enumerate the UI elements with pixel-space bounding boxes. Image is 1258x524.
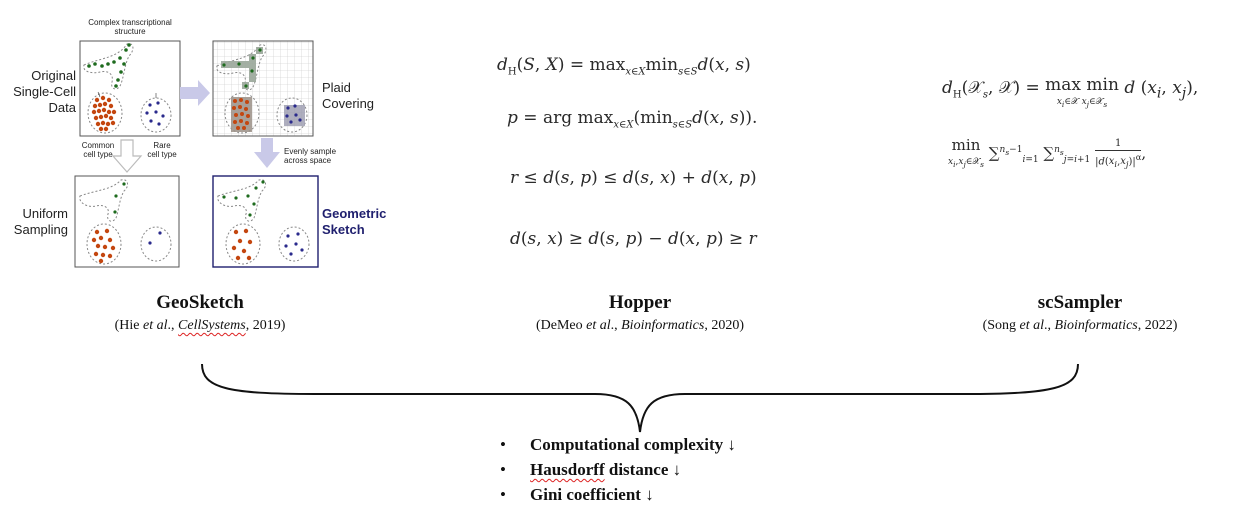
hopper-citation	[480, 318, 800, 334]
original-label-line3: Data	[48, 100, 76, 115]
geosketch-diagram	[0, 0, 420, 280]
common-label-line1: Common	[81, 141, 115, 150]
uniform-label-line1: Uniform	[22, 206, 68, 221]
hausdorff-rest: distance ↓	[604, 460, 682, 479]
scsampler-citation	[920, 318, 1240, 334]
original-label-line2: Single-Cell	[13, 84, 76, 99]
geosketch-cite-pre: (Hie	[114, 318, 144, 333]
scsampler-cite-journal: Bioinformatics	[1054, 318, 1138, 333]
geo-label-line2: Sketch	[322, 222, 365, 237]
geosketch-cite-journal: CellSystems	[178, 318, 246, 333]
plaid-label-line2: Covering	[322, 96, 375, 111]
scsampler-cite-sep: .,	[1044, 318, 1055, 333]
common-label-line2: cell type	[83, 150, 113, 159]
geosketch-cite-sep: .,	[167, 318, 179, 333]
hopper-cite-pre: (DeMeo	[535, 318, 587, 333]
scsampler-formula-hausdorff: $d_H(𝒳_s$, 𝒳) = max min $x_i\in 𝒳$ $x_j\in 𝒳_s$ d ($x_i$, $x_j$),	[942, 75, 1199, 109]
arrow-down-icon	[254, 138, 280, 168]
common-cell-type-label	[78, 141, 118, 159]
hopper-formula-hausdorff: $d_H(S$, $X) = \max_{x\in X}\min_{s\in S}d(x$, s)	[497, 55, 751, 78]
hopper-formula-triangle: r ≤ d(s, p) ≤ d(s, x) + d(x, p)	[510, 168, 757, 188]
bullet-computational-complexity: • Computational complexity ↓	[490, 432, 736, 457]
panel-geometric	[213, 176, 318, 267]
geometric-sketch-label	[322, 206, 402, 238]
hopper-cite-etal: et al	[586, 318, 611, 333]
criteria-list	[490, 432, 736, 507]
rare-label-line2: cell type	[147, 150, 177, 159]
arrow-right-icon	[180, 80, 210, 106]
evenly-label-line2: across space	[284, 156, 332, 165]
scsampler-cite-year: , 2022)	[1137, 318, 1178, 333]
evenly-sample-label	[284, 147, 354, 165]
original-label-line1: Original	[31, 68, 76, 83]
hopper-cite-sep: .,	[610, 318, 622, 333]
hopper-cite-year: , 2020)	[704, 318, 745, 333]
panel-uniform	[75, 176, 179, 267]
uniform-label-line2: Sampling	[13, 222, 68, 237]
geosketch-cite-year: , 2019)	[245, 318, 286, 333]
scsampler-cite-etal: et al	[1019, 318, 1045, 333]
hopper-formula-argmax: p = arg $\max_{x\in X}(\min_{s\in S}d(x$, s)).	[507, 108, 758, 131]
hopper-title: Hopper	[608, 292, 672, 313]
complex-label-line1: Complex transcriptional	[88, 18, 172, 27]
complex-label-line2: structure	[114, 27, 146, 36]
bullet-hausdorff-distance	[490, 457, 736, 482]
curly-brace	[195, 360, 1085, 436]
complex-structure-label	[70, 18, 190, 36]
rare-cell-type-label	[142, 141, 182, 159]
scsampler-formula-objective: min $x_i,x_j\in 𝒳_s$ ∑$^{n_s-1}_{i=1}$ ∑$^{n_s}_{j=i+1}$ $\frac{1}{|d(x_i,x_j)|^\alpha}$ ,	[948, 136, 1147, 170]
evenly-label-line1: Evenly sample	[284, 147, 337, 156]
hopper-cite-journal: Bioinformatics	[621, 318, 705, 333]
geosketch-citation	[40, 318, 360, 334]
hausdorff-word: Hausdorff	[530, 460, 605, 479]
rare-label-line1: Rare	[153, 141, 171, 150]
plaid-covering-label	[322, 80, 392, 112]
scsampler-cite-pre: (Song	[982, 318, 1020, 333]
geosketch-title: GeoSketch	[156, 292, 244, 313]
hopper-formula-reverse: d(s, x) ≥ d(s, p) − d(x, p) ≥ r	[510, 229, 757, 249]
geo-label-line1: Geometric	[322, 206, 387, 221]
uniform-sampling-label	[4, 206, 68, 238]
plaid-label-line1: Plaid	[322, 80, 351, 95]
original-data-label	[4, 68, 76, 116]
bullet-gini-coefficient: • Gini coefficient ↓	[490, 482, 736, 507]
geosketch-cite-etal: et al	[143, 318, 168, 333]
scsampler-title: scSampler	[1037, 292, 1123, 313]
